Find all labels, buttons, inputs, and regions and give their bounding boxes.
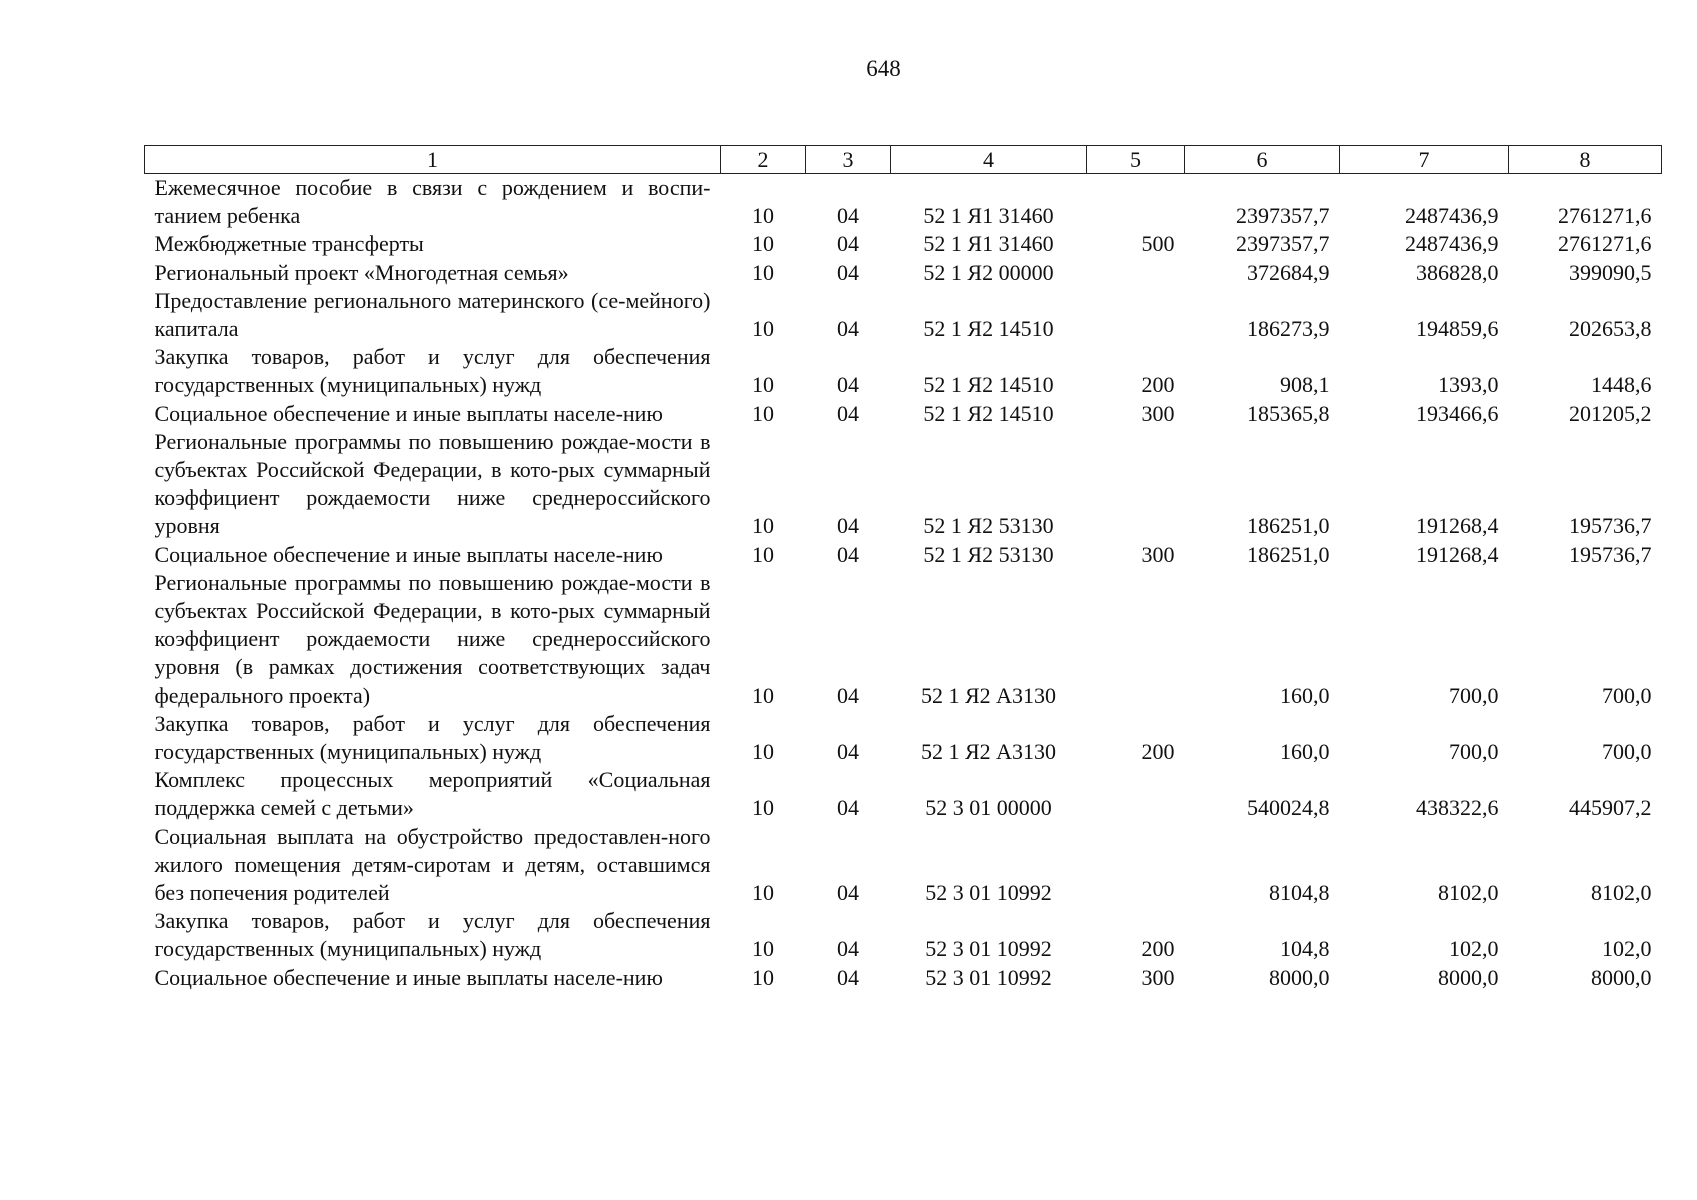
table-header (145, 146, 1662, 174)
table-row (145, 287, 1662, 343)
header-cell-3: 3 (806, 146, 891, 174)
row-amount-year2: 2487436,9 (1405, 203, 1499, 229)
budget-table (144, 145, 1662, 992)
row-name: Социальное обеспечение и иные выплаты населе-нию (154, 400, 663, 426)
row-amount-year3: 195736,7 (1569, 513, 1652, 539)
row-subsection: 04 (837, 316, 859, 342)
row-subsection: 04 (837, 936, 859, 962)
table-row (145, 343, 1662, 399)
row-amount-year2: 191268,4 (1416, 541, 1499, 567)
row-amount-year2: 193466,6 (1416, 400, 1499, 426)
row-name: Закупка товаров, работ и услуг для обеспечения государственных (муниципальных) нужд (154, 710, 711, 765)
row-amount-year1: 185365,8 (1247, 400, 1330, 426)
table-row (145, 174, 1662, 231)
row-expense-type: 500 (1141, 231, 1175, 257)
row-amount-year3: 2761271,6 (1558, 231, 1652, 257)
row-subsection: 04 (837, 682, 859, 708)
row-section: 10 (752, 682, 774, 708)
row-amount-year1: 160,0 (1280, 682, 1330, 708)
row-subsection: 04 (837, 231, 859, 257)
row-amount-year1: 186251,0 (1247, 541, 1330, 567)
row-target-article: 52 1 Я2 53130 (923, 513, 1054, 539)
row-amount-year3: 195736,7 (1569, 541, 1652, 567)
row-amount-year1: 2397357,7 (1236, 203, 1330, 229)
row-section: 10 (752, 400, 774, 426)
row-target-article: 52 1 Я2 53130 (923, 541, 1054, 567)
row-expense-type: 300 (1141, 541, 1175, 567)
row-target-article: 52 1 Я2 А3130 (920, 739, 1057, 765)
row-name: Предоставление регионального материнского (се-мейного) капитала (154, 287, 711, 342)
row-amount-year2: 700,0 (1449, 682, 1499, 708)
row-subsection: 04 (837, 795, 859, 821)
page-number: 648 (866, 56, 901, 81)
table-row (145, 569, 1662, 710)
row-section: 10 (752, 795, 774, 821)
header-cell-2: 2 (721, 146, 806, 174)
row-amount-year1: 908,1 (1280, 372, 1330, 398)
row-expense-type (1087, 259, 1185, 287)
row-name: Региональные программы по повышению рождае-мости в субъектах Российской Федерации, в кото-рых суммарный коэффициент рождаемости ниже среднероссийского уровня (154, 428, 711, 539)
table-row (145, 259, 1662, 287)
row-target-article: 52 3 01 10992 (925, 936, 1052, 962)
row-amount-year1: 160,0 (1280, 739, 1330, 765)
row-expense-type: 200 (1141, 936, 1175, 962)
row-amount-year2: 386828,0 (1416, 259, 1499, 285)
row-target-article: 52 1 Я2 14510 (923, 316, 1054, 342)
row-amount-year3: 201205,2 (1569, 400, 1652, 426)
row-section: 10 (752, 880, 774, 906)
table-row (145, 823, 1662, 908)
row-amount-year2: 2487436,9 (1405, 231, 1499, 257)
row-amount-year1: 540024,8 (1247, 795, 1330, 821)
row-section: 10 (752, 513, 774, 539)
table-row (145, 428, 1662, 541)
row-expense-type (1087, 174, 1185, 231)
row-amount-year3: 445907,2 (1569, 795, 1652, 821)
row-section: 10 (752, 964, 774, 990)
row-name: Региональный проект «Многодетная семья» (154, 259, 569, 285)
row-subsection: 04 (837, 880, 859, 906)
row-name: Закупка товаров, работ и услуг для обеспечения государственных (муниципальных) нужд (154, 344, 711, 398)
row-section: 10 (752, 203, 774, 229)
row-expense-type (1087, 766, 1185, 822)
row-amount-year1: 2397357,7 (1236, 231, 1330, 257)
row-name: Социальное обеспечение и иные выплаты населе-нию (154, 541, 663, 567)
row-name: Закупка товаров, работ и услуг для обеспечения государственных (муниципальных) нужд (154, 908, 711, 962)
row-amount-year1: 8000,0 (1269, 964, 1330, 990)
row-amount-year2: 102,0 (1449, 936, 1499, 962)
header-row (145, 146, 1662, 174)
row-expense-type: 200 (1141, 739, 1175, 765)
row-target-article: 52 3 01 10992 (925, 964, 1052, 990)
row-expense-type (1087, 823, 1185, 908)
row-amount-year1: 186251,0 (1247, 513, 1330, 539)
row-section: 10 (752, 231, 774, 257)
row-amount-year2: 191268,4 (1416, 513, 1499, 539)
row-amount-year1: 104,8 (1280, 936, 1330, 962)
row-name: Социальная выплата на обустройство предоставлен-ного жилого помещения детям-сиротам и детям, оставшимся без попечения родителей (154, 823, 711, 906)
row-amount-year2: 700,0 (1449, 739, 1499, 765)
row-name: Комплекс процессных мероприятий «Социальная поддержка семей с детьми» (154, 767, 711, 821)
row-section: 10 (752, 541, 774, 567)
row-section: 10 (752, 372, 774, 398)
row-expense-type (1087, 428, 1185, 541)
row-section: 10 (752, 316, 774, 342)
row-subsection: 04 (837, 372, 859, 398)
table-row (145, 400, 1662, 428)
row-name: Социальное обеспечение и иные выплаты населе-нию (154, 964, 663, 990)
table-row (145, 964, 1662, 992)
row-amount-year3: 102,0 (1602, 936, 1652, 962)
row-expense-type (1087, 287, 1185, 343)
row-amount-year2: 8102,0 (1438, 880, 1499, 906)
header-cell-1: 1 (145, 146, 721, 174)
row-amount-year3: 2761271,6 (1558, 203, 1652, 229)
row-name: Межбюджетные трансферты (154, 231, 424, 257)
row-target-article: 52 1 Я2 00000 (923, 259, 1054, 285)
row-subsection: 04 (837, 203, 859, 229)
table-row (145, 907, 1662, 963)
row-amount-year2: 8000,0 (1438, 964, 1499, 990)
row-subsection: 04 (837, 400, 859, 426)
row-amount-year2: 438322,6 (1416, 795, 1499, 821)
table-row (145, 541, 1662, 569)
row-expense-type (1087, 569, 1185, 710)
row-expense-type: 300 (1141, 964, 1175, 990)
header-cell-5: 5 (1087, 146, 1185, 174)
row-amount-year3: 8000,0 (1591, 964, 1652, 990)
row-target-article: 52 3 01 10992 (925, 880, 1052, 906)
table-row (145, 230, 1662, 258)
row-section: 10 (752, 739, 774, 765)
row-target-article: 52 1 Я2 14510 (923, 400, 1054, 426)
row-target-article: 52 1 Я2 А3130 (920, 682, 1057, 708)
row-subsection: 04 (837, 259, 859, 285)
header-cell-4: 4 (891, 146, 1087, 174)
row-amount-year3: 1448,6 (1591, 372, 1652, 398)
row-subsection: 04 (837, 541, 859, 567)
row-amount-year3: 8102,0 (1591, 880, 1652, 906)
row-amount-year1: 186273,9 (1247, 316, 1330, 342)
row-section: 10 (752, 259, 774, 285)
row-subsection: 04 (837, 513, 859, 539)
row-amount-year1: 8104,8 (1269, 880, 1330, 906)
row-amount-year3: 700,0 (1602, 739, 1652, 765)
row-amount-year2: 194859,6 (1416, 316, 1499, 342)
table-row (145, 766, 1662, 822)
row-amount-year3: 202653,8 (1569, 316, 1652, 342)
row-expense-type: 300 (1141, 400, 1175, 426)
row-amount-year3: 700,0 (1602, 682, 1652, 708)
row-name: Ежемесячное пособие в связи с рождением и воспи-танием ребенка (154, 175, 711, 229)
row-expense-type: 200 (1141, 372, 1175, 398)
table-body (145, 174, 1662, 992)
row-amount-year2: 1393,0 (1438, 372, 1499, 398)
row-target-article: 52 1 Я1 31460 (923, 231, 1054, 257)
row-subsection: 04 (837, 964, 859, 990)
row-amount-year3: 399090,5 (1569, 259, 1652, 285)
row-subsection: 04 (837, 739, 859, 765)
header-cell-8: 8 (1509, 146, 1662, 174)
row-target-article: 52 1 Я2 14510 (923, 372, 1054, 398)
row-name: Региональные программы по повышению рождае-мости в субъектах Российской Федерации, в кото-рых суммарный коэффициент рождаемости ниже среднероссийского уровня (в рамках достижения соответствующих задач федерального проекта) (154, 569, 711, 708)
row-target-article: 52 3 01 00000 (925, 795, 1052, 821)
row-amount-year1: 372684,9 (1247, 259, 1330, 285)
header-cell-6: 6 (1185, 146, 1340, 174)
header-cell-7: 7 (1340, 146, 1509, 174)
table-row (145, 710, 1662, 766)
row-section: 10 (752, 936, 774, 962)
row-target-article: 52 1 Я1 31460 (923, 203, 1054, 229)
